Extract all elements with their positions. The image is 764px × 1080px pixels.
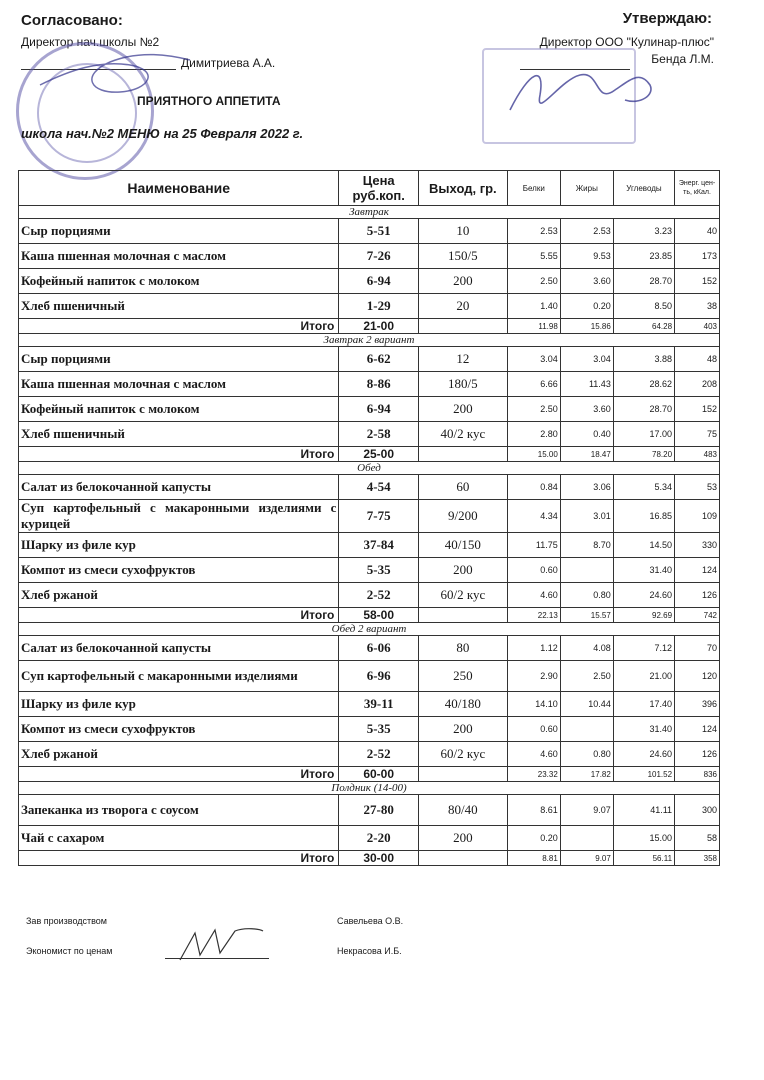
dish-yield: 60/2 кус xyxy=(418,583,507,608)
col-yield-header: Выход, гр. xyxy=(418,171,507,206)
dish-kcal: 396 xyxy=(675,692,720,717)
menu-table xyxy=(18,170,720,866)
dish-name: Компот из смеси сухофруктов xyxy=(19,558,339,583)
total-price: 21-00 xyxy=(339,319,419,334)
dish-fat: 11.43 xyxy=(560,372,613,397)
dish-fat xyxy=(560,717,613,742)
dish-fat xyxy=(560,558,613,583)
dish-yield: 9/200 xyxy=(418,500,507,533)
menu-date-heading: школа нач.№2 МЕНЮ на 25 Февраля 2022 г. xyxy=(21,126,304,141)
dish-yield: 180/5 xyxy=(418,372,507,397)
total-fat: 18.47 xyxy=(560,447,613,462)
dish-name: Шарку из филе кур xyxy=(19,692,339,717)
dish-name: Хлеб пшеничный xyxy=(19,294,339,319)
dish-protein: 5.55 xyxy=(507,244,560,269)
dish-price: 7-75 xyxy=(339,500,419,533)
dish-name: Компот из смеси сухофруктов xyxy=(19,717,339,742)
dish-carbs: 5.34 xyxy=(613,475,674,500)
total-kcal: 836 xyxy=(675,767,720,782)
table-row xyxy=(19,475,720,500)
dish-protein: 4.34 xyxy=(507,500,560,533)
dish-carbs: 16.85 xyxy=(613,500,674,533)
dish-price: 1-29 xyxy=(339,294,419,319)
dish-protein: 14.10 xyxy=(507,692,560,717)
total-kcal: 483 xyxy=(675,447,720,462)
dish-name: Кофейный напиток с молоком xyxy=(19,397,339,422)
table-row xyxy=(19,583,720,608)
section-title: Обед xyxy=(19,462,720,475)
dish-name: Каша пшенная молочная с маслом xyxy=(19,372,339,397)
total-carbs: 101.52 xyxy=(613,767,674,782)
dish-fat: 8.70 xyxy=(560,533,613,558)
dish-name: Салат из белокочанной капусты xyxy=(19,636,339,661)
section-header-row xyxy=(19,623,720,636)
total-price: 60-00 xyxy=(339,767,419,782)
dish-fat: 3.01 xyxy=(560,500,613,533)
dish-yield: 80/40 xyxy=(418,795,507,826)
approved-title: Согласовано: xyxy=(21,12,123,29)
dish-kcal: 40 xyxy=(675,219,720,244)
total-row xyxy=(19,447,720,462)
table-row xyxy=(19,347,720,372)
dish-protein: 6.66 xyxy=(507,372,560,397)
dish-carbs: 7.12 xyxy=(613,636,674,661)
dish-fat: 0.80 xyxy=(560,583,613,608)
total-fat: 15.57 xyxy=(560,608,613,623)
total-yield-empty xyxy=(418,767,507,782)
dish-fat: 0.20 xyxy=(560,294,613,319)
dish-name: Кофейный напиток с молоком xyxy=(19,269,339,294)
dish-yield: 60 xyxy=(418,475,507,500)
dish-carbs: 14.50 xyxy=(613,533,674,558)
table-row xyxy=(19,500,720,533)
total-fat: 15.86 xyxy=(560,319,613,334)
dish-carbs: 28.70 xyxy=(613,269,674,294)
table-row xyxy=(19,742,720,767)
dish-carbs: 41.11 xyxy=(613,795,674,826)
dish-protein: 11.75 xyxy=(507,533,560,558)
total-yield-empty xyxy=(418,608,507,623)
dish-yield: 200 xyxy=(418,558,507,583)
dish-name: Салат из белокочанной капусты xyxy=(19,475,339,500)
col-protein-header: Белки xyxy=(507,171,560,206)
total-row xyxy=(19,851,720,866)
dish-price: 5-35 xyxy=(339,717,419,742)
dish-price: 6-06 xyxy=(339,636,419,661)
dish-kcal: 70 xyxy=(675,636,720,661)
table-row xyxy=(19,826,720,851)
table-row xyxy=(19,244,720,269)
dish-carbs: 3.23 xyxy=(613,219,674,244)
dish-kcal: 300 xyxy=(675,795,720,826)
dish-protein: 4.60 xyxy=(507,583,560,608)
dish-fat: 0.40 xyxy=(560,422,613,447)
total-label: Итого xyxy=(19,851,339,866)
dish-carbs: 23.85 xyxy=(613,244,674,269)
total-label: Итого xyxy=(19,608,339,623)
dish-protein: 0.60 xyxy=(507,717,560,742)
dish-yield: 200 xyxy=(418,397,507,422)
dish-yield: 200 xyxy=(418,269,507,294)
dish-protein: 4.60 xyxy=(507,742,560,767)
dish-protein: 0.60 xyxy=(507,558,560,583)
dish-protein: 0.84 xyxy=(507,475,560,500)
dish-fat: 9.07 xyxy=(560,795,613,826)
dish-name: Каша пшенная молочная с маслом xyxy=(19,244,339,269)
dish-protein: 1.12 xyxy=(507,636,560,661)
table-row xyxy=(19,219,720,244)
total-protein: 15.00 xyxy=(507,447,560,462)
total-carbs: 64.28 xyxy=(613,319,674,334)
table-row xyxy=(19,372,720,397)
dish-price: 2-58 xyxy=(339,422,419,447)
economist-signature xyxy=(175,925,265,965)
dish-carbs: 17.00 xyxy=(613,422,674,447)
dish-kcal: 124 xyxy=(675,558,720,583)
economist-name: Некрасова И.Б. xyxy=(337,946,402,956)
dish-fat: 3.06 xyxy=(560,475,613,500)
dish-kcal: 109 xyxy=(675,500,720,533)
dish-kcal: 173 xyxy=(675,244,720,269)
dish-kcal: 152 xyxy=(675,397,720,422)
table-row xyxy=(19,294,720,319)
dish-yield: 40/180 xyxy=(418,692,507,717)
dish-kcal: 330 xyxy=(675,533,720,558)
confirmed-position: Директор ООО "Кулинар-плюс" xyxy=(539,35,714,49)
total-yield-empty xyxy=(418,447,507,462)
total-label: Итого xyxy=(19,767,339,782)
dish-carbs: 24.60 xyxy=(613,742,674,767)
dish-protein: 2.90 xyxy=(507,661,560,692)
table-row xyxy=(19,397,720,422)
dish-price: 4-54 xyxy=(339,475,419,500)
total-price: 58-00 xyxy=(339,608,419,623)
confirmed-name: Бенда Л.М. xyxy=(651,52,714,66)
col-price-header: Цена руб.коп. xyxy=(339,171,419,206)
dish-carbs: 21.00 xyxy=(613,661,674,692)
section-header-row xyxy=(19,782,720,795)
section-header-row xyxy=(19,334,720,347)
total-yield-empty xyxy=(418,851,507,866)
dish-yield: 250 xyxy=(418,661,507,692)
table-row xyxy=(19,717,720,742)
dish-yield: 60/2 кус xyxy=(418,742,507,767)
dish-name: Хлеб пшеничный xyxy=(19,422,339,447)
total-kcal: 403 xyxy=(675,319,720,334)
approved-position: Директор нач.школы №2 xyxy=(21,35,160,49)
dish-fat: 3.04 xyxy=(560,347,613,372)
total-carbs: 56.11 xyxy=(613,851,674,866)
dish-yield: 40/150 xyxy=(418,533,507,558)
dish-price: 6-96 xyxy=(339,661,419,692)
total-price: 25-00 xyxy=(339,447,419,462)
dish-yield: 80 xyxy=(418,636,507,661)
dish-carbs: 3.88 xyxy=(613,347,674,372)
economist-role: Экономист по ценам xyxy=(26,946,113,956)
dish-protein: 0.20 xyxy=(507,826,560,851)
dish-kcal: 53 xyxy=(675,475,720,500)
dish-price: 37-84 xyxy=(339,533,419,558)
dish-name: Шарку из филе кур xyxy=(19,533,339,558)
dish-protein: 3.04 xyxy=(507,347,560,372)
dish-carbs: 31.40 xyxy=(613,558,674,583)
dish-protein: 1.40 xyxy=(507,294,560,319)
dish-kcal: 126 xyxy=(675,583,720,608)
dish-name: Запеканка из творога с соусом xyxy=(19,795,339,826)
dish-name: Сыр порциями xyxy=(19,219,339,244)
dish-price: 5-35 xyxy=(339,558,419,583)
total-price: 30-00 xyxy=(339,851,419,866)
dish-fat: 9.53 xyxy=(560,244,613,269)
section-title: Завтрак 2 вариант xyxy=(19,334,720,347)
dish-fat: 0.80 xyxy=(560,742,613,767)
dish-kcal: 126 xyxy=(675,742,720,767)
dish-name: Хлеб ржаной xyxy=(19,583,339,608)
approved-name: Димитриева А.А. xyxy=(181,56,276,70)
total-protein: 23.32 xyxy=(507,767,560,782)
dish-yield: 200 xyxy=(418,717,507,742)
total-carbs: 92.69 xyxy=(613,608,674,623)
dish-price: 7-26 xyxy=(339,244,419,269)
table-row xyxy=(19,795,720,826)
dish-fat: 3.60 xyxy=(560,269,613,294)
dish-kcal: 58 xyxy=(675,826,720,851)
total-row xyxy=(19,319,720,334)
table-row xyxy=(19,533,720,558)
dish-kcal: 120 xyxy=(675,661,720,692)
total-carbs: 78.20 xyxy=(613,447,674,462)
dish-yield: 10 xyxy=(418,219,507,244)
confirmed-title: Утверждаю: xyxy=(622,10,712,27)
table-header-row xyxy=(19,171,720,206)
total-kcal: 358 xyxy=(675,851,720,866)
dish-kcal: 124 xyxy=(675,717,720,742)
dish-fat: 4.08 xyxy=(560,636,613,661)
dish-price: 6-62 xyxy=(339,347,419,372)
dish-price: 5-51 xyxy=(339,219,419,244)
dish-protein: 8.61 xyxy=(507,795,560,826)
section-title: Полдник (14-00) xyxy=(19,782,720,795)
col-energy-header: Энерг. цен-ть, кКал. xyxy=(675,171,720,206)
section-header-row xyxy=(19,206,720,219)
dish-price: 6-94 xyxy=(339,397,419,422)
table-row xyxy=(19,661,720,692)
dish-kcal: 48 xyxy=(675,347,720,372)
total-protein: 8.81 xyxy=(507,851,560,866)
production-head-name: Савельева О.В. xyxy=(337,916,404,926)
dish-carbs: 31.40 xyxy=(613,717,674,742)
dish-yield: 12 xyxy=(418,347,507,372)
dish-carbs: 24.60 xyxy=(613,583,674,608)
dish-carbs: 17.40 xyxy=(613,692,674,717)
dish-price: 6-94 xyxy=(339,269,419,294)
table-row xyxy=(19,558,720,583)
dish-carbs: 28.62 xyxy=(613,372,674,397)
total-kcal: 742 xyxy=(675,608,720,623)
dish-name: Чай с сахаром xyxy=(19,826,339,851)
section-title: Завтрак xyxy=(19,206,720,219)
col-name-header: Наименование xyxy=(19,171,339,206)
dish-name: Сыр порциями xyxy=(19,347,339,372)
dish-price: 2-52 xyxy=(339,583,419,608)
total-protein: 22.13 xyxy=(507,608,560,623)
dish-name: Хлеб ржаной xyxy=(19,742,339,767)
dish-fat: 3.60 xyxy=(560,397,613,422)
total-row xyxy=(19,767,720,782)
dish-fat: 10.44 xyxy=(560,692,613,717)
table-row xyxy=(19,269,720,294)
dish-yield: 150/5 xyxy=(418,244,507,269)
total-label: Итого xyxy=(19,319,339,334)
dish-fat: 2.53 xyxy=(560,219,613,244)
dish-yield: 200 xyxy=(418,826,507,851)
col-carbs-header: Углеводы xyxy=(613,171,674,206)
production-head-role: Зав производством xyxy=(26,916,107,926)
total-yield-empty xyxy=(418,319,507,334)
dish-fat: 2.50 xyxy=(560,661,613,692)
dish-price: 8-86 xyxy=(339,372,419,397)
dish-fat xyxy=(560,826,613,851)
section-title: Обед 2 вариант xyxy=(19,623,720,636)
signature-scribble-right xyxy=(500,50,670,130)
table-row xyxy=(19,422,720,447)
dish-price: 39-11 xyxy=(339,692,419,717)
dish-name: Суп картофельный с макаронными изделиями xyxy=(19,661,339,692)
dish-carbs: 15.00 xyxy=(613,826,674,851)
col-fat-header: Жиры xyxy=(560,171,613,206)
greeting-heading: ПРИЯТНОГО АППЕТИТА xyxy=(137,94,281,108)
total-fat: 17.82 xyxy=(560,767,613,782)
total-protein: 11.98 xyxy=(507,319,560,334)
dish-yield: 20 xyxy=(418,294,507,319)
dish-price: 2-52 xyxy=(339,742,419,767)
dish-kcal: 75 xyxy=(675,422,720,447)
dish-protein: 2.53 xyxy=(507,219,560,244)
dish-price: 27-80 xyxy=(339,795,419,826)
dish-protein: 2.80 xyxy=(507,422,560,447)
dish-carbs: 28.70 xyxy=(613,397,674,422)
table-row xyxy=(19,636,720,661)
table-row xyxy=(19,692,720,717)
dish-kcal: 208 xyxy=(675,372,720,397)
total-label: Итого xyxy=(19,447,339,462)
dish-kcal: 152 xyxy=(675,269,720,294)
section-header-row xyxy=(19,462,720,475)
total-fat: 9.07 xyxy=(560,851,613,866)
dish-name: Суп картофельный с макаронными изделиями с курицей xyxy=(19,500,339,533)
dish-protein: 2.50 xyxy=(507,269,560,294)
dish-yield: 40/2 кус xyxy=(418,422,507,447)
dish-protein: 2.50 xyxy=(507,397,560,422)
dish-price: 2-20 xyxy=(339,826,419,851)
dish-carbs: 8.50 xyxy=(613,294,674,319)
total-row xyxy=(19,608,720,623)
dish-kcal: 38 xyxy=(675,294,720,319)
